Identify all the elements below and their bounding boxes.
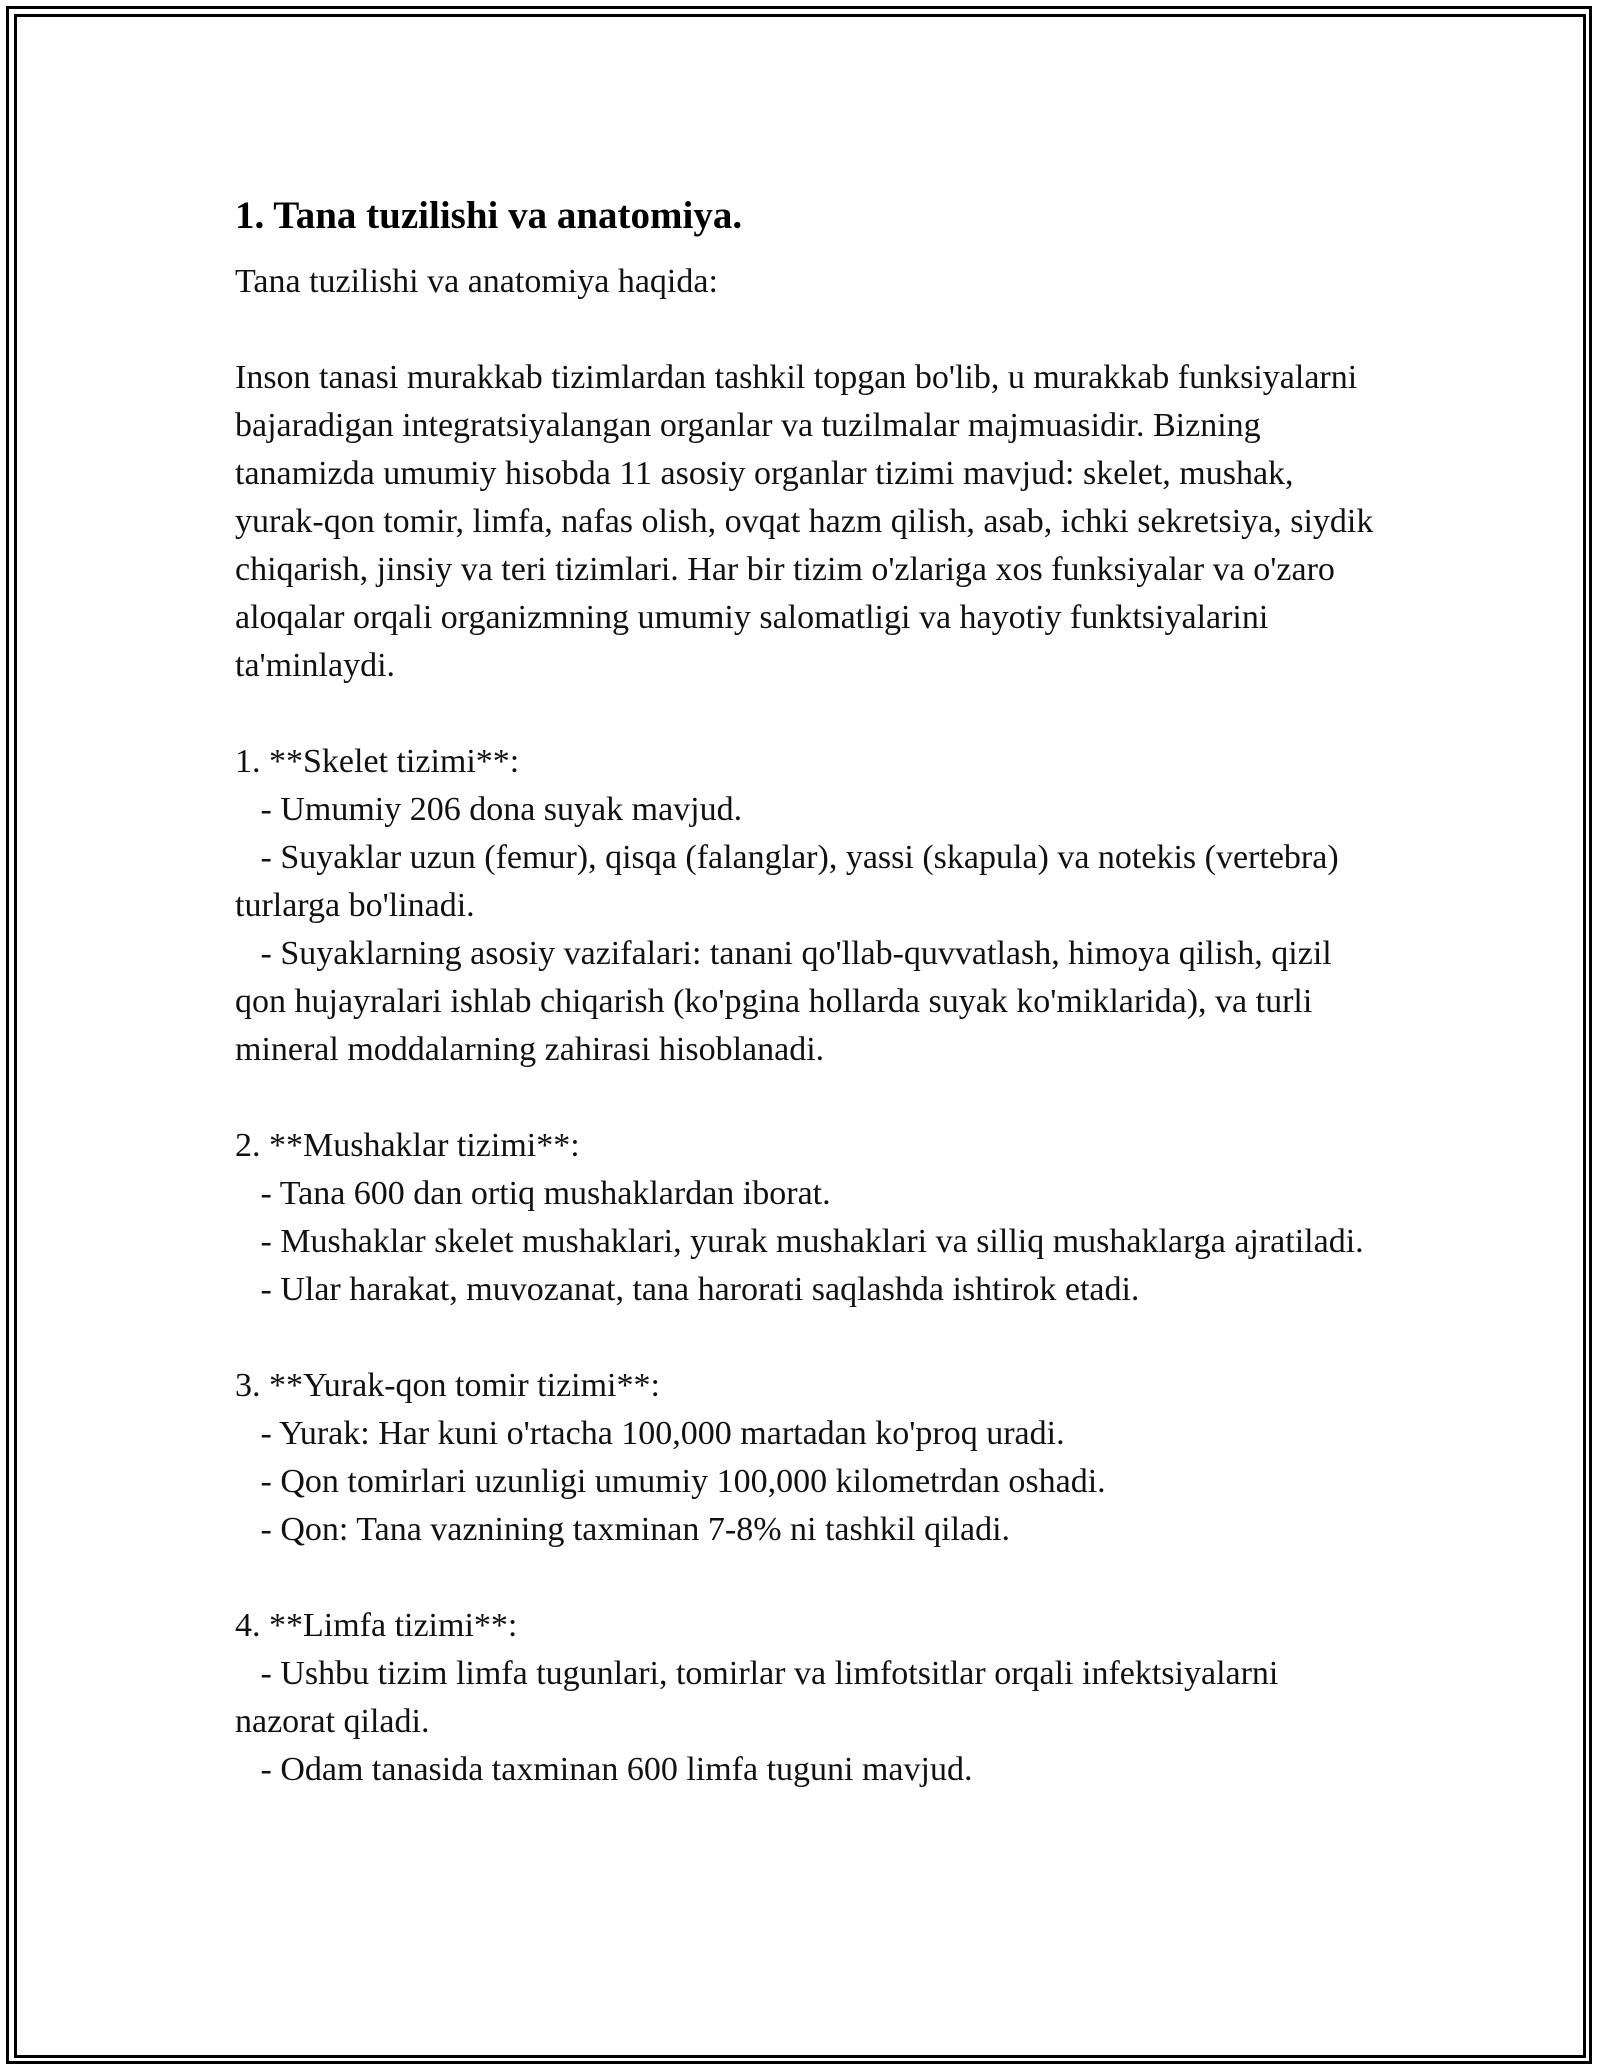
list-item: - Qon tomirlari uzunligi umumiy 100,000 kilometrdan oshadi. (235, 1463, 1106, 1500)
section-title: 4. **Limfa tizimi**: (235, 1607, 518, 1644)
section-title: 2. **Mushaklar tizimi**: (235, 1127, 580, 1164)
list-item: - Ushbu tizim limfa tugunlari, tomirlar va limfotsitlar orqali infektsiyalarni nazorat qiladi. (235, 1655, 1287, 1740)
list-item: - Suyaklar uzun (femur), qisqa (falanglar), yassi (skapula) va notekis (vertebra) turlarga bo'linadi. (235, 839, 1348, 924)
list-item: - Odam tanasida taxminan 600 limfa tuguni mavjud. (235, 1751, 973, 1788)
list-item: - Tana 600 dan ortiq mushaklardan iborat. (235, 1175, 831, 1212)
intro-paragraph: Inson tanasi murakkab tizimlardan tashkil topgan bo'lib, u murakkab funksiyalarni bajaradigan integratsiyalangan organlar va tuzilmalar majmuasidir. Bizning tanamizda umumiy hisobda 11 asosiy organlar tizimi mavjud: skelet, mushak, yurak-qon tomir, limfa, nafas olish, ovqat hazm qilish, asab, ichki sekretsiya, siydik chiqarish, jinsiy va teri tizimlari. Har bir tizim o'zlariga xos funksiyalar va o'zaro aloqalar orqali organizmning umumiy salomatligi va hayotiy funktsiyalarini ta'minlaydi. (235, 359, 1374, 684)
section-skeletal (235, 738, 1385, 1074)
document-body (235, 190, 1385, 1794)
section-title: 3. **Yurak-qon tomir tizimi**: (235, 1367, 660, 1404)
section-cardiovascular (235, 1362, 1385, 1554)
list-item: - Qon: Tana vaznining taxminan 7-8% ni tashkil qiladi. (235, 1511, 1011, 1548)
list-item: - Mushaklar skelet mushaklari, yurak mushaklari va silliq mushaklarga ajratiladi. (235, 1223, 1364, 1260)
section-muscular (235, 1122, 1385, 1314)
section-title: 1. **Skelet tizimi**: (235, 743, 520, 780)
intro-label: Tana tuzilishi va anatomiya haqida: (235, 263, 718, 300)
list-item: - Umumiy 206 dona suyak mavjud. (235, 791, 743, 828)
document-heading: 1. Tana tuzilishi va anatomiya. (235, 194, 743, 237)
list-item: - Suyaklarning asosiy vazifalari: tanani qo'llab-quvvatlash, himoya qilish, qizil qon hujayralari ishlab chiqarish (ko'pgina hollarda suyak ko'miklarida), va turli mineral moddalarning zahirasi hisoblanadi. (235, 935, 1341, 1068)
list-item: - Ular harakat, muvozanat, tana harorati saqlashda ishtirok etadi. (235, 1271, 1140, 1308)
section-lymphatic (235, 1602, 1385, 1794)
list-item: - Yurak: Har kuni o'rtacha 100,000 martadan ko'proq uradi. (235, 1415, 1065, 1452)
